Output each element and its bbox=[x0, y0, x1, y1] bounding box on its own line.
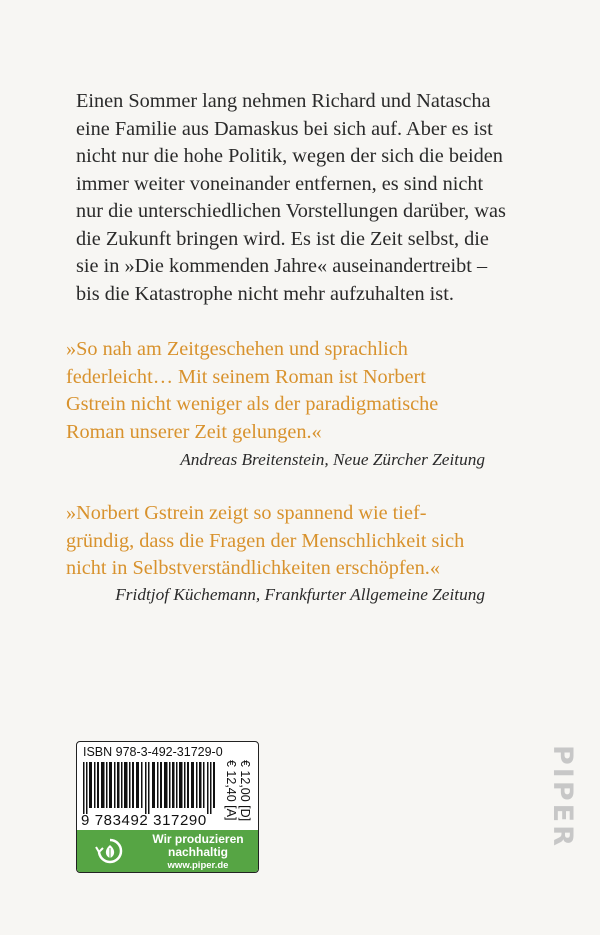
price-austria: € 12,40 [A] bbox=[224, 760, 238, 821]
barcode-bars bbox=[83, 762, 217, 814]
price-germany: € 12,00 [D] bbox=[238, 760, 252, 822]
quote-line: »So nah am Zeitgeschehen und sprachlich bbox=[66, 338, 408, 360]
isbn-label: ISBN 978-3-492-31729-0 bbox=[83, 745, 223, 759]
sustainability-url: www.piper.de bbox=[167, 860, 229, 871]
barcode-digits: 9 783492 317290 bbox=[81, 812, 207, 829]
blurb-line: immer weiter voneinander entfernen, es sind nicht bbox=[76, 172, 484, 195]
blurb-line: bis die Katastrophe nicht mehr aufzuhalten ist. bbox=[76, 282, 454, 305]
publisher-logo bbox=[548, 745, 578, 875]
sustainability-badge bbox=[77, 830, 258, 872]
review-quote-1 bbox=[66, 336, 536, 446]
quote-attribution-2: Fridtjof Küchemann, Frankfurter Allgemeine Zeitung bbox=[115, 585, 485, 604]
publisher-logo-text: PIPER bbox=[547, 745, 578, 849]
quote-line: Roman unserer Zeit gelungen.« bbox=[66, 420, 322, 443]
sustainability-line-2: nachhaltig bbox=[167, 845, 228, 859]
sustainability-text bbox=[139, 833, 257, 872]
barcode-panel bbox=[76, 741, 259, 873]
blurb-line: die Zukunft bringen wird. Es ist die Zeit selbst, die bbox=[76, 227, 489, 250]
quote-attribution-1: Andreas Breitenstein, Neue Zürcher Zeitung bbox=[180, 450, 485, 469]
quote-line: federleicht… Mit seinem Roman ist Norbert bbox=[66, 365, 426, 388]
quote-line: Gstrein nicht weniger als der paradigmatische bbox=[66, 393, 439, 415]
blurb-line: nur die unterschiedlichen Vorstellungen darüber, was bbox=[76, 200, 506, 222]
blurb-line: nicht nur die hohe Politik, wegen der sich die beiden bbox=[76, 145, 503, 167]
recycle-leaf-icon bbox=[95, 838, 125, 864]
blurb-line: eine Familie aus Damaskus bei sich auf. Aber es ist bbox=[76, 117, 493, 140]
blurb-text bbox=[76, 88, 536, 308]
blurb-line: sie in »Die kommenden Jahre« auseinandertreibt – bbox=[76, 255, 488, 277]
quote-line: »Norbert Gstrein zeigt so spannend wie tief- bbox=[66, 502, 427, 524]
quote-line: gründig, dass die Fragen der Menschlichkeit sich bbox=[66, 529, 465, 552]
quote-line: nicht in Selbstverständlichkeiten erschöpfen.« bbox=[66, 557, 440, 579]
review-quote-2 bbox=[66, 500, 536, 583]
blurb-line: Einen Sommer lang nehmen Richard und Natascha bbox=[76, 90, 491, 112]
price-block bbox=[222, 760, 258, 822]
sustainability-line-1: Wir produzieren bbox=[152, 832, 244, 846]
